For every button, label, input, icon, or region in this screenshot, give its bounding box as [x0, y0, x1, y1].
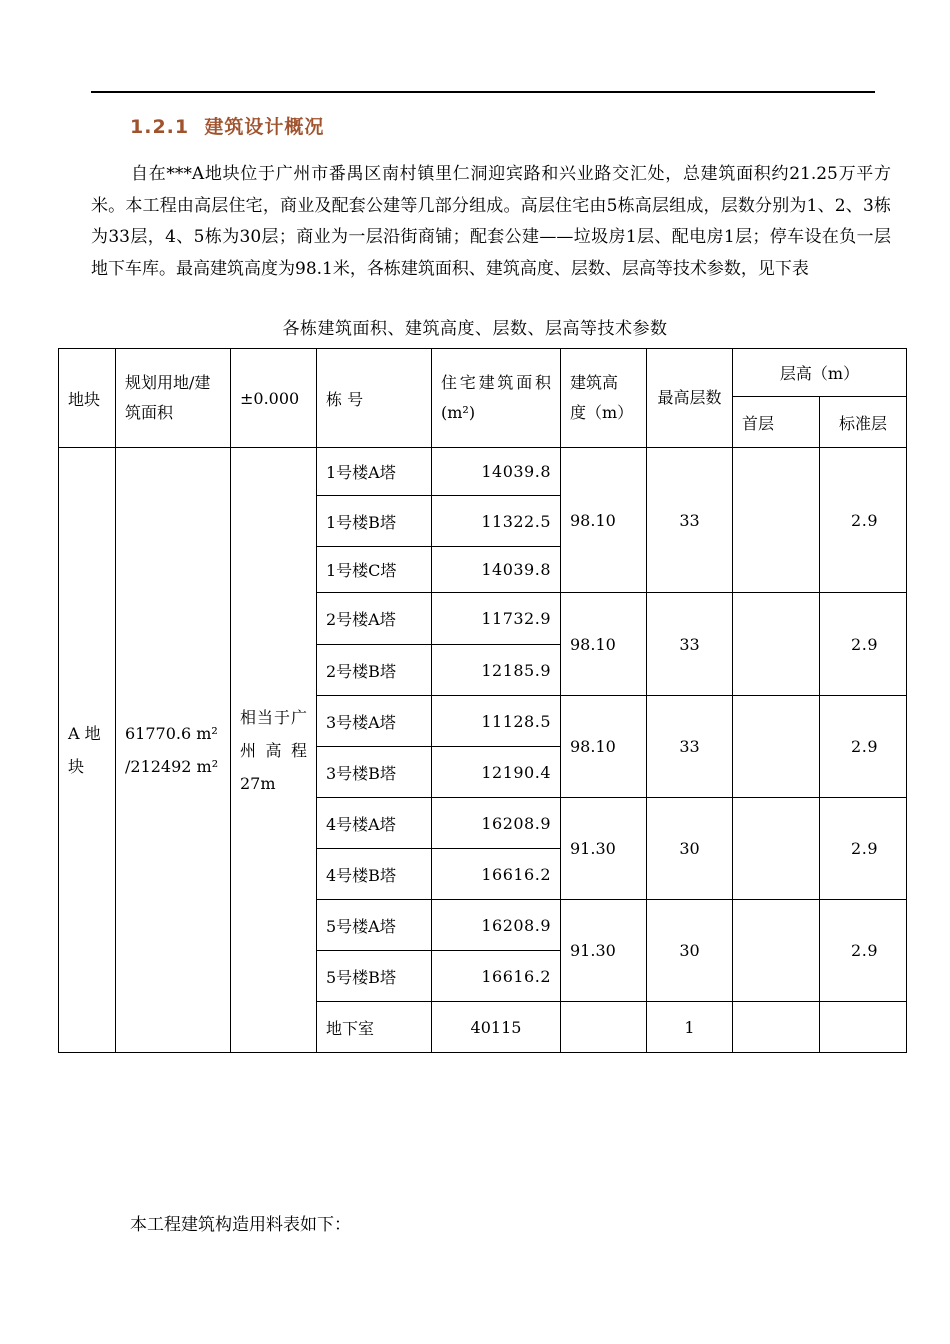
- area-cell: 16208.9: [432, 798, 561, 849]
- land-cell: 61770.6 m² /212492 m²: [116, 448, 231, 1053]
- header-floors: 最高层数: [647, 349, 733, 448]
- height-cell: [561, 1002, 647, 1053]
- floors-cell: 33: [647, 696, 733, 798]
- building-name-cell: 1号楼A塔: [317, 448, 432, 496]
- elevation-cell: 相当于广州高程27m: [231, 448, 317, 1053]
- height-cell: 98.10: [561, 448, 647, 593]
- standard-cell: 2.9: [820, 448, 907, 593]
- height-cell: 98.10: [561, 593, 647, 696]
- area-cell: 14039.8: [432, 547, 561, 593]
- overview-paragraph: 自在***A地块位于广州市番禺区南村镇里仁洞迎宾路和兴业路交汇处，总建筑面积约21.25万平方米。本工程由高层住宅，商业及配套公建等几部分组成。高层住宅由5栋高层组成，层数分别为1、2、3栋为33层，4、5栋为30层；商业为一层沿街商铺；配套公建——垃圾房1层、配电房1层；停车设在负一层地下车库。最高建筑高度为98.1米，各栋建筑面积、建筑高度、层数、层高等技术参数，见下表: [91, 164, 891, 279]
- height-cell: 91.30: [561, 798, 647, 900]
- building-name-cell: 1号楼B塔: [317, 496, 432, 547]
- plot-cell: A 地 块: [59, 448, 116, 1053]
- first-cell: [733, 1002, 820, 1053]
- height-cell: 91.30: [561, 900, 647, 1002]
- first-cell: [733, 900, 820, 1002]
- building-name-cell: 5号楼B塔: [317, 951, 432, 1002]
- building-name-cell: 1号楼C塔: [317, 547, 432, 593]
- header-area: 住宅建筑面积(m²): [432, 349, 561, 448]
- floors-cell: 30: [647, 900, 733, 1002]
- header-building: 栋 号: [317, 349, 432, 448]
- building-name-cell: 地下室: [317, 1002, 432, 1053]
- building-name-cell: 3号楼B塔: [317, 747, 432, 798]
- standard-cell: 2.9: [820, 900, 907, 1002]
- building-name-cell: 2号楼B塔: [317, 645, 432, 696]
- area-cell: 16616.2: [432, 951, 561, 1002]
- building-name-cell: 5号楼A塔: [317, 900, 432, 951]
- header-standard-floor: 标准层: [820, 397, 907, 448]
- standard-cell: [820, 1002, 907, 1053]
- section-number: 1.2.1: [130, 116, 190, 138]
- header-elevation: ±0.000: [231, 349, 317, 448]
- header-first-floor: 首层: [733, 397, 820, 448]
- header-plot: 地块: [59, 349, 116, 448]
- first-cell: [733, 696, 820, 798]
- header-height: 建筑高 度（m）: [561, 349, 647, 448]
- area-cell: 11128.5: [432, 696, 561, 747]
- area-cell: 12185.9: [432, 645, 561, 696]
- area-cell: 16616.2: [432, 849, 561, 900]
- section-title: 建筑设计概况: [204, 116, 325, 138]
- first-cell: [733, 448, 820, 593]
- building-name-cell: 2号楼A塔: [317, 593, 432, 645]
- floors-cell: 1: [647, 1002, 733, 1053]
- header-land: 规划用地/建筑面积: [116, 349, 231, 448]
- floors-cell: 30: [647, 798, 733, 900]
- header-rule: [91, 91, 875, 93]
- first-cell: [733, 593, 820, 696]
- first-cell: [733, 798, 820, 900]
- building-name-cell: 4号楼B塔: [317, 849, 432, 900]
- table-row: [59, 448, 907, 496]
- floors-cell: 33: [647, 448, 733, 593]
- area-cell: 14039.8: [432, 448, 561, 496]
- standard-cell: 2.9: [820, 593, 907, 696]
- header-floor-height: 层高（m）: [733, 349, 907, 397]
- height-cell: 98.10: [561, 696, 647, 798]
- header-row: [59, 349, 907, 397]
- footer-text: 本工程建筑构造用料表如下：: [130, 1215, 351, 1235]
- floors-cell: 33: [647, 593, 733, 696]
- area-cell: 40115: [432, 1002, 561, 1053]
- building-name-cell: 4号楼A塔: [317, 798, 432, 849]
- standard-cell: 2.9: [820, 798, 907, 900]
- building-name-cell: 3号楼A塔: [317, 696, 432, 747]
- table-caption: 各栋建筑面积、建筑高度、层数、层高等技术参数: [282, 319, 668, 339]
- section-heading: [130, 112, 324, 139]
- area-cell: 12190.4: [432, 747, 561, 798]
- standard-cell: 2.9: [820, 696, 907, 798]
- area-cell: 16208.9: [432, 900, 561, 951]
- area-cell: 11322.5: [432, 496, 561, 547]
- technical-parameters-table: [58, 348, 907, 1053]
- area-cell: 11732.9: [432, 593, 561, 645]
